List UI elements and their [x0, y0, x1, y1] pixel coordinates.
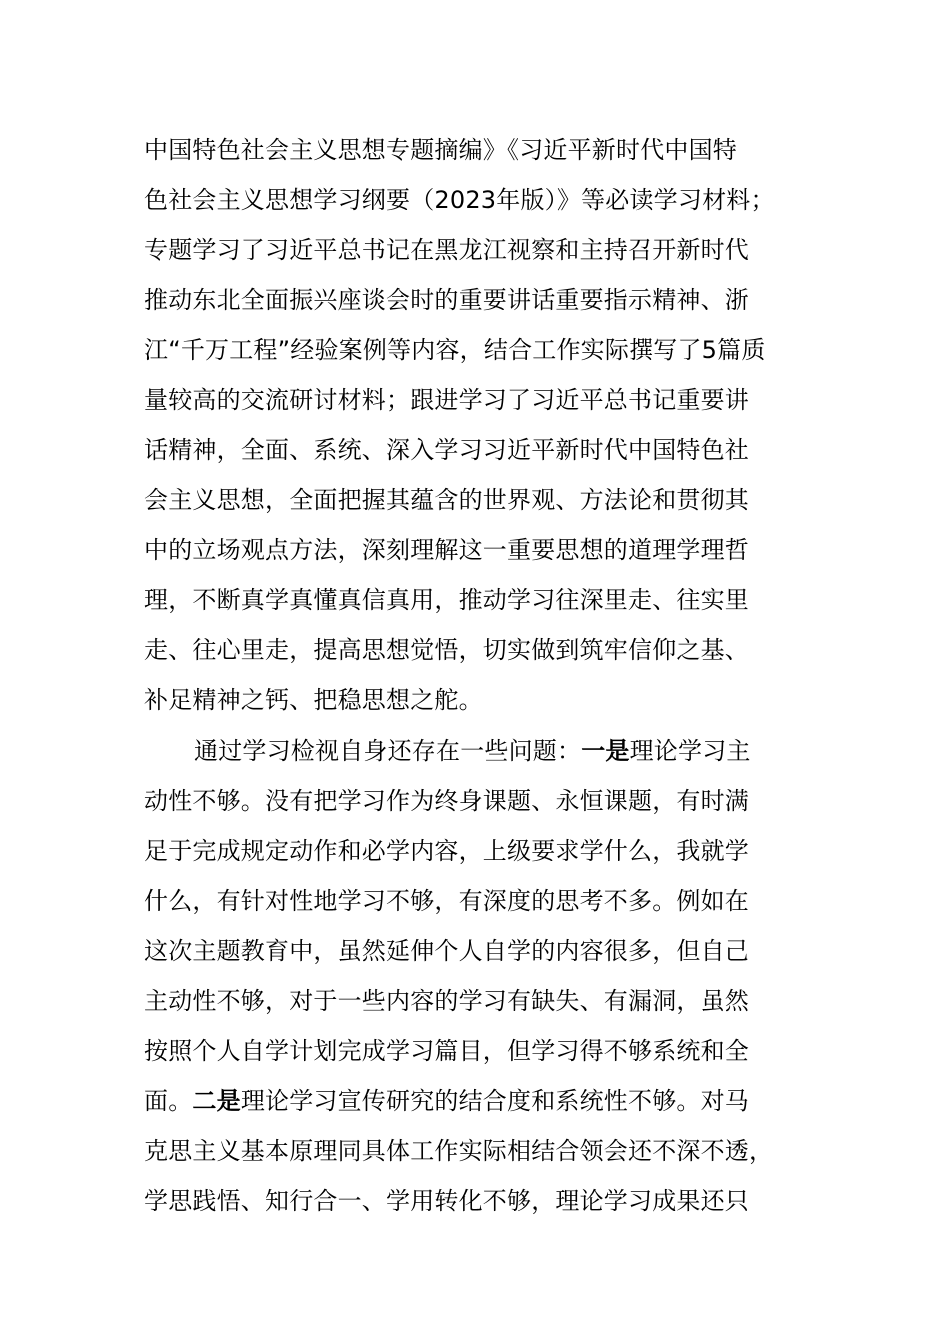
- paragraph-1-line: 推动东北全面振兴座谈会时的重要讲话重要指示精神、浙: [144, 286, 749, 314]
- paragraph-1-line: 专题学习了习近平总书记在黑龙江视察和主持召开新时代: [144, 236, 749, 264]
- paragraph-1-line: 中国特色社会主义思想专题摘编》《习近平新时代中国特: [144, 136, 737, 164]
- paragraph-1-line: 理，不断真学真懂真信真用，推动学习往深里走、往实里: [144, 586, 749, 614]
- paragraph-1-line: 色社会主义思想学习纲要（2023年版）》等必读学习材料；: [144, 186, 775, 214]
- paragraph-2-text: 面。: [144, 1087, 193, 1115]
- paragraph-2-text: 理论学习主: [629, 737, 751, 765]
- paragraph-1-line: 话精神，全面、系统、深入学习习近平新时代中国特色社: [144, 436, 749, 464]
- paragraph-2-line: 动性不够。没有把学习作为终身课题、永恒课题，有时满: [144, 787, 749, 815]
- paragraph-1-line: 走、往心里走，提高思想觉悟，切实做到筑牢信仰之基、: [144, 636, 749, 664]
- paragraph-1-line: 江“千万工程”经验案例等内容，结合工作实际撰写了5篇质: [144, 336, 766, 364]
- paragraph-1-line: 会主义思想，全面把握其蕴含的世界观、方法论和贯彻其: [144, 486, 749, 514]
- paragraph-2-first-line: [194, 735, 894, 767]
- point-one-label: 一是: [581, 737, 630, 765]
- paragraph-2-line: 主动性不够，对于一些内容的学习有缺失、有漏洞，虽然: [144, 987, 749, 1015]
- paragraph-2-line: 足于完成规定动作和必学内容，上级要求学什么，我就学: [144, 837, 749, 865]
- paragraph-2-text: 通过学习检视自身还存在一些问题：: [194, 737, 582, 765]
- paragraph-2-line: 克思主义基本原理同具体工作实际相结合领会还不深不透，: [144, 1137, 774, 1165]
- paragraph-1-line: 量较高的交流研讨材料；跟进学习了习近平总书记重要讲: [144, 386, 749, 414]
- paragraph-2-line: 学思践悟、知行合一、学用转化不够，理论学习成果还只: [144, 1187, 749, 1215]
- paragraph-2-line: [144, 1085, 844, 1117]
- paragraph-1-line: 补足精神之钙、把稳思想之舵。: [144, 686, 483, 714]
- paragraph-2-line: 按照个人自学计划完成学习篇目，但学习得不够系统和全: [144, 1037, 749, 1065]
- paragraph-1-line: 中的立场观点方法，深刻理解这一重要思想的道理学理哲: [144, 536, 749, 564]
- point-two-label: 二是: [192, 1087, 241, 1115]
- paragraph-2-line: 这次主题教育中，虽然延伸个人自学的内容很多，但自己: [144, 937, 749, 965]
- paragraph-2-line: 什么，有针对性地学习不够，有深度的思考不多。例如在: [144, 887, 749, 915]
- paragraph-2-text: 理论学习宣传研究的结合度和系统性不够。对马: [240, 1087, 750, 1115]
